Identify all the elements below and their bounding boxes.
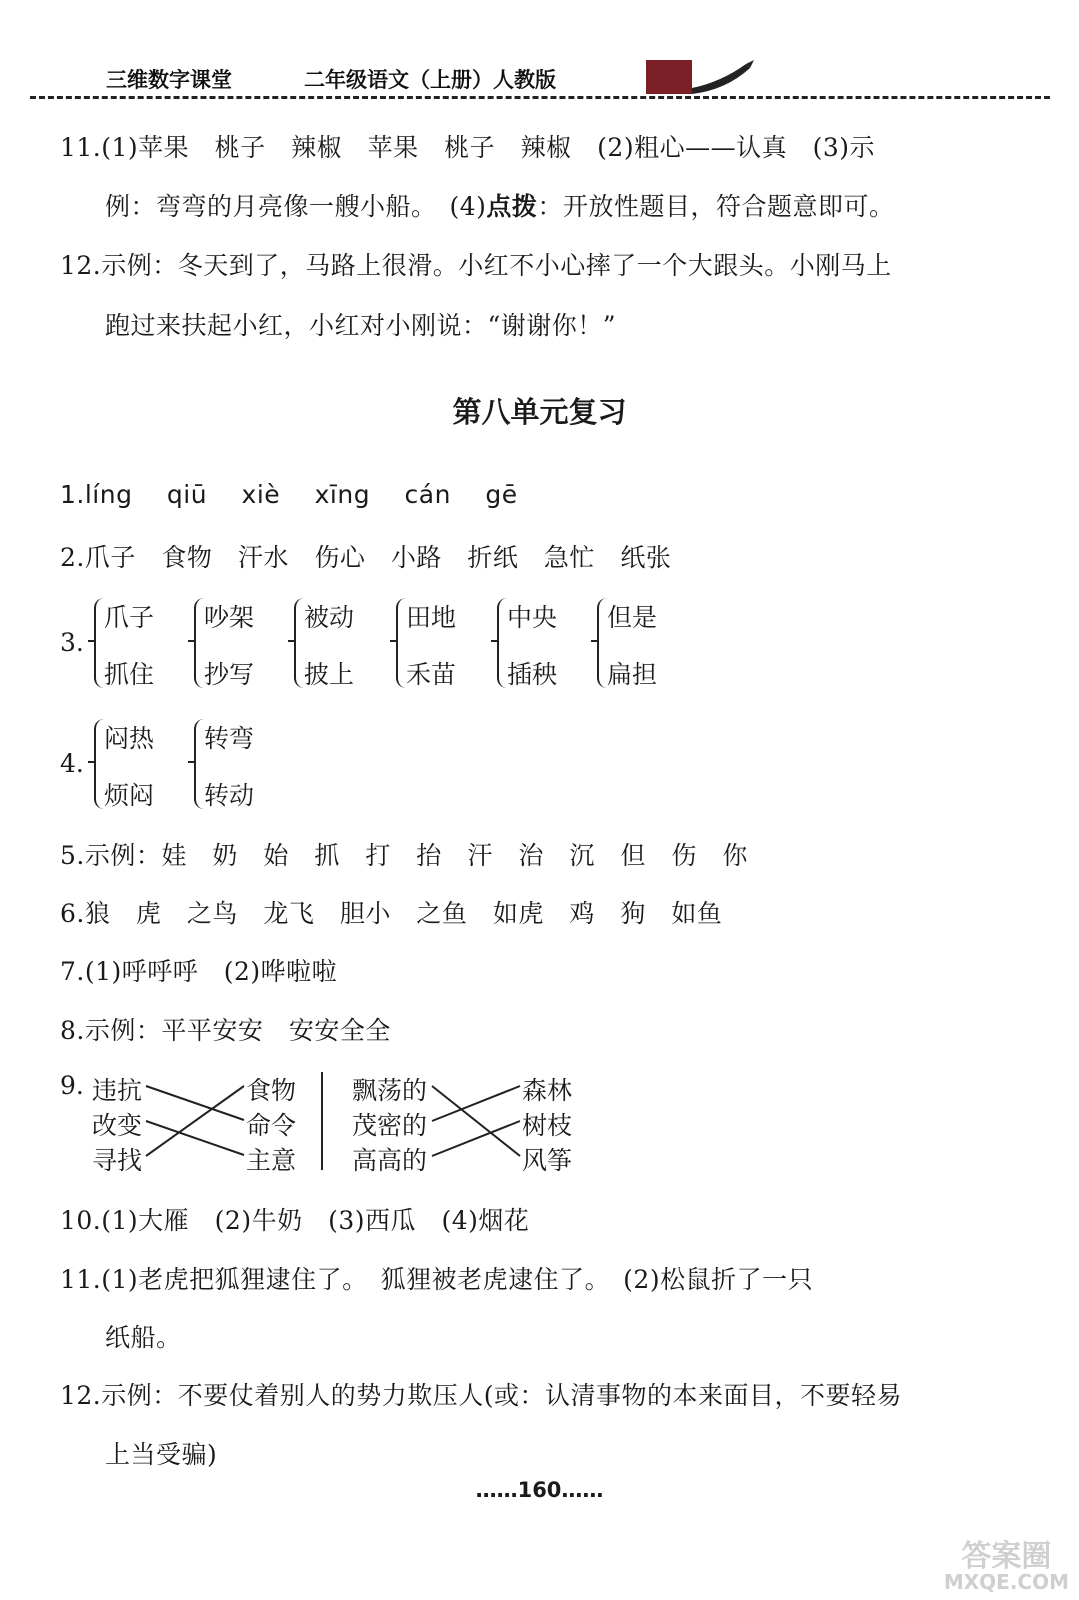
match-right-b: 森林 [522,1076,573,1105]
prev-q12-line1: 12.示例：冬天到了，马路上很滑。小红不小心摔了一个大跟头。小刚马上 [60,251,892,280]
match-left-b: 茂密的 [352,1111,428,1140]
q10-line: 10.(1)大雁 (2)牛奶 (3)西瓜 (4)烟花 [60,1206,530,1235]
prev-q12-line2: 跑过来扶起小红，小红对小刚说：“谢谢你！” [105,311,617,340]
q5-line: 5.示例：娃 奶 始 抓 打 抬 汗 治 沉 但 伤 你 [60,841,748,870]
q12-line1: 12.示例：不要仗着别人的势力欺压人(或：认清事物的本来面目，不要轻易 [60,1381,903,1410]
q11-line1: 11.(1)老虎把狐狸逮住了。 狐狸被老虎逮住了。 (2)松鼠折了一只 [60,1265,814,1294]
q7-line: 7.(1)呼呼呼 (2)哗啦啦 [60,957,338,986]
match-right-a: 食物 [246,1076,297,1105]
match-left-a: 违抗 [92,1076,143,1105]
match-left-b: 高高的 [352,1146,428,1175]
q4-number: 4. [60,749,84,778]
match-right-b: 树枝 [522,1111,573,1140]
watermark: 答案圈 MXQE.COM [943,1539,1069,1594]
q2-line: 2.爪子 食物 汗水 伤心 小路 折纸 急忙 纸张 [60,543,672,572]
q6-line: 6.狼 虎 之鸟 龙飞 胆小 之鱼 如虎 鸡 狗 如鱼 [60,899,723,928]
match-left-b: 飘荡的 [352,1076,428,1105]
header-series: 三维数字课堂 [106,68,232,92]
header-book: 二年级语文（上册）人教版 [304,68,556,92]
match-left-a: 寻找 [92,1146,143,1175]
q8-line: 8.示例：平平安安 安安全全 [60,1016,391,1045]
match-left-a: 改变 [92,1111,143,1140]
match-right-b: 风筝 [522,1146,573,1175]
match-right-a: 主意 [246,1146,297,1175]
hint-label: 点拨 [486,192,538,221]
section-title: 第八单元复习 [452,395,627,429]
q11-line2: 纸船。 [105,1323,182,1352]
q1-line: 1.líng qiū xiè xīng cán gē [60,480,518,509]
q3-number: 3. [60,628,84,657]
prev-q11-line2: 例：弯弯的月亮像一艘小船。 (4)点拨：开放性题目，符合题意即可。 [105,192,895,221]
page-number: ……160…… [475,1478,604,1502]
prev-q11-line1: 11.(1)苹果 桃子 辣椒 苹果 桃子 辣椒 (2)粗心——认真 (3)示 [60,133,875,162]
q12-line2: 上当受骗) [105,1440,218,1469]
match-right-a: 命令 [246,1111,297,1140]
q9-number: 9. [60,1071,84,1100]
